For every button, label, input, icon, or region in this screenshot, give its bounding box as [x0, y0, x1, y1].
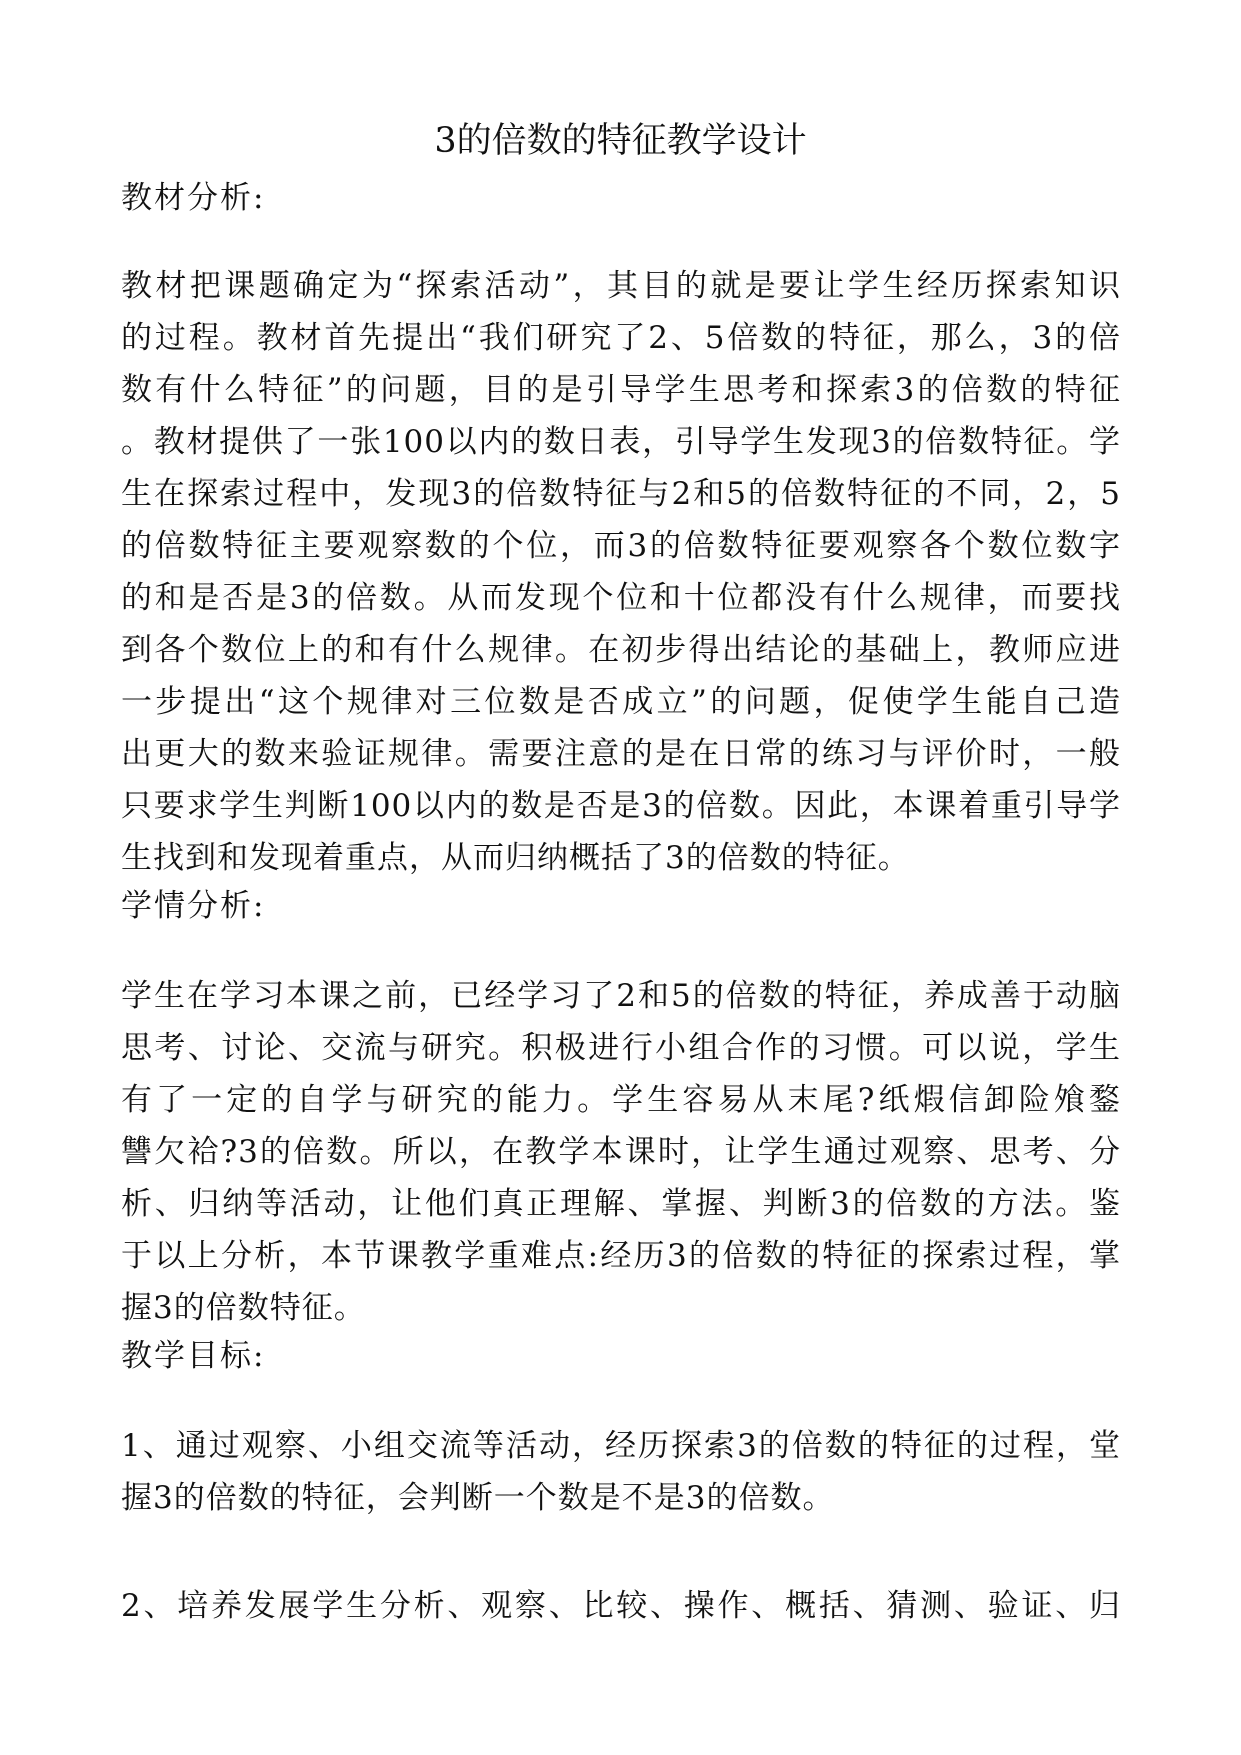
paragraph-line: 学生在学习本课之前，已经学习了2和5的倍数的特征，养成善于动脑 — [121, 978, 1121, 1014]
paragraph-goal-1 — [121, 1420, 1121, 1524]
paragraph-student-analysis — [121, 970, 1121, 1334]
paragraph-line: 教材把课题确定为“探索活动”，其目的就是要让学生经历探索知识 — [121, 268, 1121, 304]
paragraph-line: 数有什么特征”的问题，目的是引导学生思考和探索3的倍数的特征 — [121, 372, 1121, 408]
section-heading-teaching-goals: 教学目标: — [121, 1338, 266, 1374]
paragraph-goal-2 — [121, 1580, 1121, 1632]
paragraph-line: 一步提出“这个规律对三位数是否成立”的问题，促使学生能自己造 — [121, 684, 1121, 720]
paragraph-line: 到各个数位上的和有什么规律。在初步得出结论的基础上，教师应进 — [121, 632, 1121, 668]
paragraph-line: 生找到和发现着重点，从而归纳概括了3的倍数的特征。 — [121, 840, 910, 876]
paragraph-line: 。教材提供了一张100以内的数日表，引导学生发现3的倍数特征。学 — [121, 424, 1121, 460]
paragraph-line: 讐欠袷?3的倍数。所以，在教学本课时，让学生通过观察、思考、分 — [121, 1134, 1121, 1170]
paragraph-line: 析、归纳等活动，让他们真正理解、掌握、判断3的倍数的方法。鉴 — [121, 1186, 1121, 1222]
paragraph-line: 1、通过观察、小组交流等活动，经历探索3的倍数的特征的过程，堂 — [121, 1428, 1121, 1464]
paragraph-line: 的过程。教材首先提出“我们研究了2、5倍数的特征，那么，3的倍 — [121, 320, 1121, 356]
paragraph-line: 2、培养发展学生分析、观察、比较、操作、概括、猜测、验证、归 — [121, 1588, 1121, 1624]
document-title: 3的倍数的特征教学设计 — [434, 121, 807, 161]
paragraph-line: 的倍数特征主要观察数的个位，而3的倍数特征要观察各个数位数字 — [121, 528, 1121, 564]
section-heading-textbook-analysis: 教材分析: — [121, 180, 266, 216]
paragraph-line: 有了一定的自学与研究的能力。学生容易从末尾?纸煆信卸险飧鍪 — [121, 1082, 1121, 1118]
paragraph-textbook-analysis — [121, 260, 1121, 884]
paragraph-line: 握3的倍数的特征，会判断一个数是不是3的倍数。 — [121, 1480, 835, 1516]
paragraph-line: 于以上分析，本节课教学重难点:经历3的倍数的特征的探索过程，掌 — [121, 1238, 1121, 1274]
paragraph-line: 出更大的数来验证规律。需要注意的是在日常的练习与评价时，一般 — [121, 736, 1121, 772]
paragraph-line: 只要求学生判断100以内的数是否是3的倍数。因此，本课着重引导学 — [121, 788, 1121, 824]
paragraph-line: 生在探索过程中，发现3的倍数特征与2和5的倍数特征的不同，2，5 — [121, 476, 1121, 512]
section-heading-student-analysis: 学情分析: — [121, 888, 266, 924]
paragraph-line: 握3的倍数特征。 — [121, 1290, 366, 1326]
paragraph-line: 思考、讨论、交流与研究。积极进行小组合作的习惯。可以说，学生 — [121, 1030, 1121, 1066]
paragraph-line: 的和是否是3的倍数。从而发现个位和十位都没有什么规律，而要找 — [121, 580, 1121, 616]
